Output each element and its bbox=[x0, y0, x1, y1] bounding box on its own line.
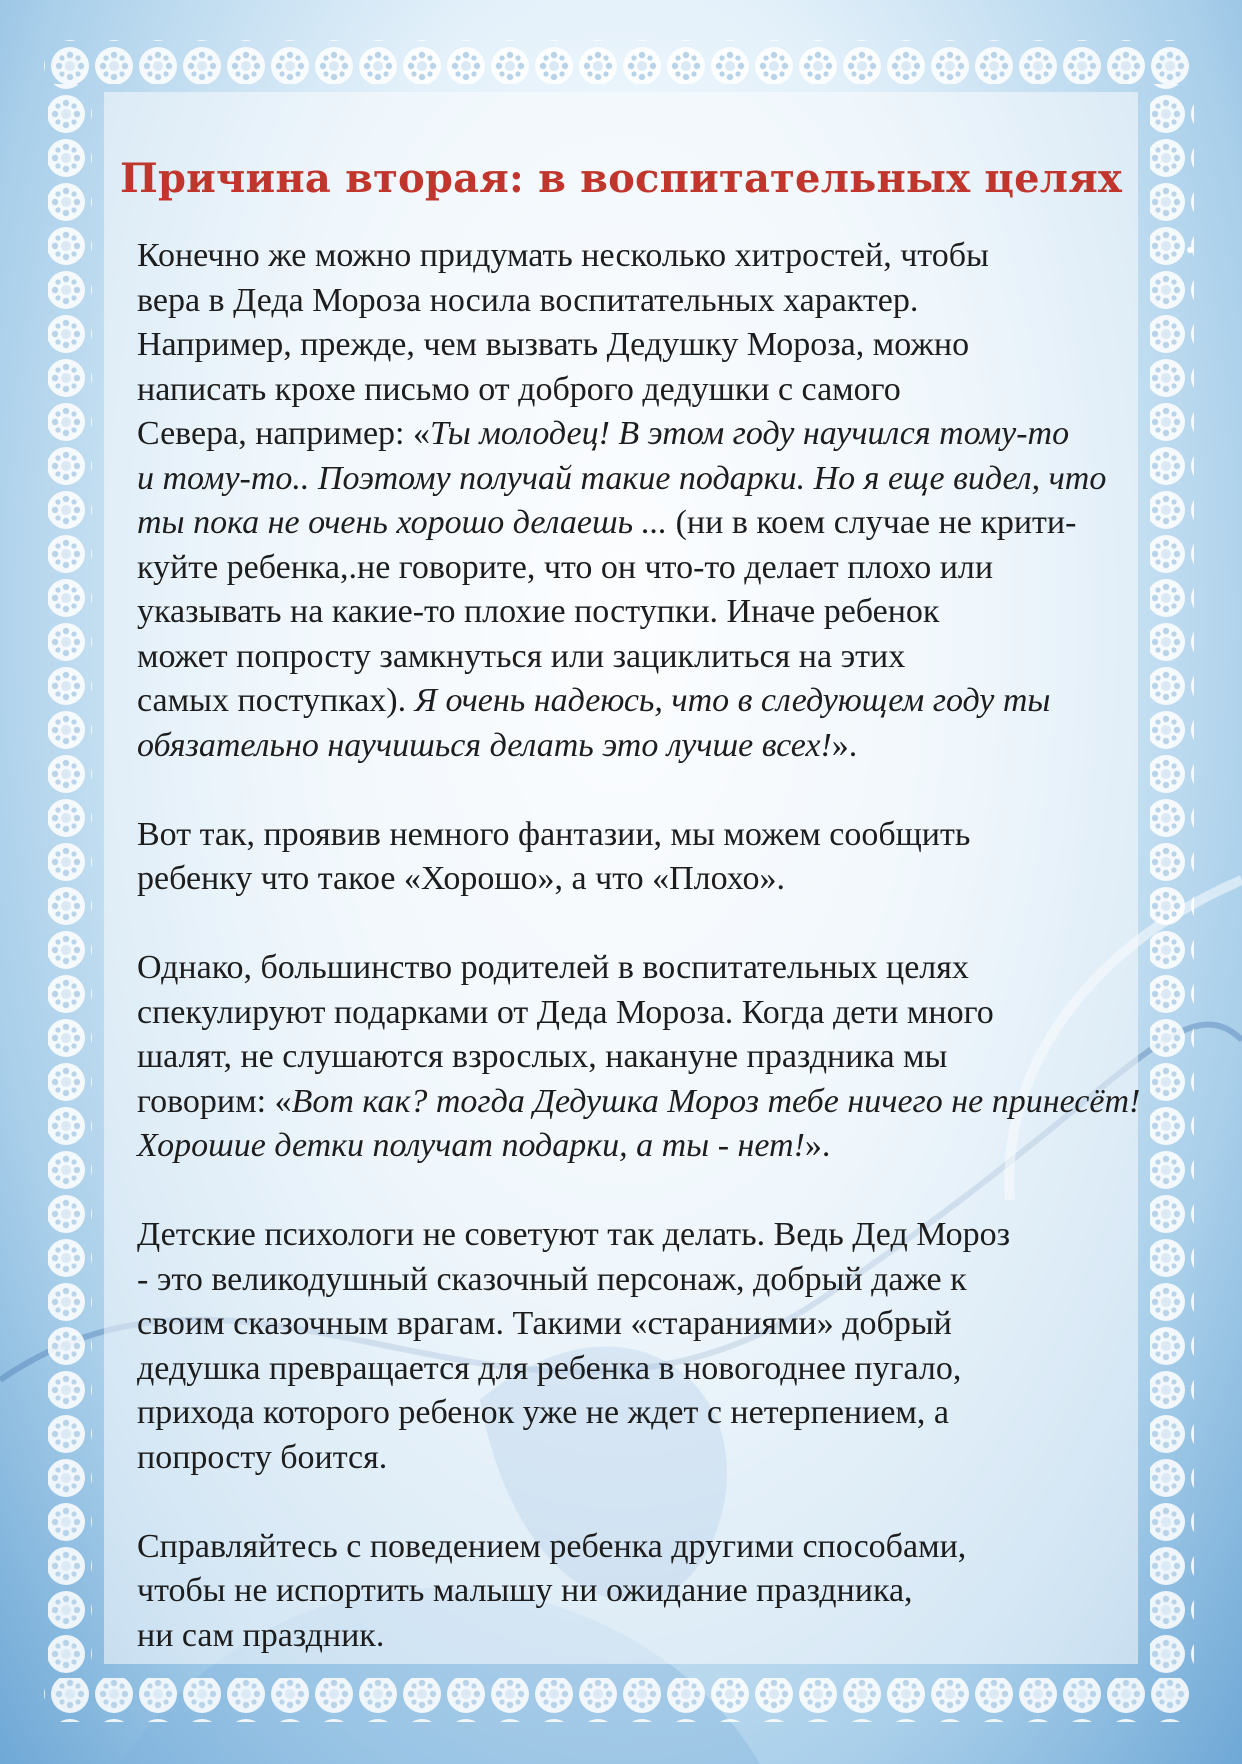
text-line bbox=[137, 457, 1122, 502]
text-run: указывать на какие-то плохие поступки. Иначе ребенок bbox=[137, 593, 940, 630]
text-line bbox=[137, 1302, 1122, 1347]
text-line bbox=[137, 1525, 1122, 1570]
text-line bbox=[137, 1391, 1122, 1436]
paragraph bbox=[137, 813, 1122, 902]
italic-text: Я очень надеюсь, что в следующем году ты bbox=[414, 682, 1051, 719]
italic-text: Ты молодец! В этом году научился тому-то bbox=[430, 415, 1070, 452]
text-line bbox=[137, 412, 1122, 457]
text-run: своим сказочным врагам. Такими «стараниями» добрый bbox=[137, 1305, 952, 1342]
text-run: Вот так, проявив немного фантазии, мы можем сообщить bbox=[137, 815, 971, 853]
text-run: - это великодушный сказочный персонаж, добрый даже к bbox=[137, 1260, 967, 1298]
text-run: спекулируют подарками от Деда Мороза. Когда дети много bbox=[137, 993, 994, 1031]
text-line bbox=[137, 813, 1122, 858]
text-run: ». bbox=[831, 726, 858, 764]
text-line bbox=[137, 857, 1122, 902]
text-run: куйте ребенка,.не говорите, что он что-то делает плохо или bbox=[137, 548, 994, 586]
text-run: Севера, например: « bbox=[137, 415, 431, 452]
text-line bbox=[137, 1614, 1122, 1659]
text-run: Однако, большинство родителей в воспитательных целях bbox=[137, 949, 969, 986]
text-line bbox=[137, 946, 1122, 991]
text-line bbox=[137, 1213, 1122, 1258]
text-line bbox=[137, 991, 1122, 1036]
text-line bbox=[137, 724, 1122, 769]
page-title: Причина вторая: в воспитательных целях bbox=[120, 155, 1122, 202]
paragraph bbox=[137, 1525, 1122, 1659]
text-run: шалят, не слушаются взрослых, накануне праздника мы bbox=[137, 1038, 948, 1075]
text-run: дедушка превращается для ребенка в новогоднее пугало, bbox=[137, 1349, 962, 1387]
text-line bbox=[137, 590, 1122, 635]
text-run: вера в Деда Мороза носила воспитательных характер. bbox=[137, 281, 919, 319]
text-line bbox=[137, 368, 1122, 413]
italic-text: ты пока не очень хорошо делаешь ... bbox=[137, 504, 676, 541]
text-line bbox=[137, 1124, 1122, 1169]
text-line bbox=[137, 501, 1122, 546]
text-run: может попросту замкнуться или зациклиться на этих bbox=[137, 637, 906, 675]
text-run: написать крохе письмо от доброго дедушки с самого bbox=[137, 370, 901, 408]
text-run: (ни в коем случае не крити- bbox=[675, 504, 1077, 541]
text-line bbox=[137, 1035, 1122, 1080]
text-line bbox=[137, 323, 1122, 368]
text-line bbox=[137, 1080, 1141, 1125]
text-line bbox=[137, 1569, 1122, 1614]
text-run: попросту боится. bbox=[137, 1438, 388, 1476]
text-run: ни сам праздник. bbox=[137, 1616, 385, 1654]
paragraph bbox=[137, 234, 1122, 768]
article-body bbox=[137, 234, 1141, 1658]
italic-text: Хорошие детки получат подарки, а ты - нет! bbox=[137, 1127, 805, 1164]
text-run: самых поступках). bbox=[137, 682, 415, 719]
text-run: Детские психологи не советуют так делать. Ведь Дед Мороз bbox=[137, 1216, 1011, 1253]
text-line bbox=[137, 1258, 1122, 1303]
text-run: ». bbox=[804, 1127, 831, 1164]
text-line bbox=[137, 679, 1122, 724]
italic-text: Вот как? тогда Дедушка Мороз тебе ничего не принесёт! bbox=[291, 1082, 1141, 1120]
italic-text: и тому-то.. Поэтому получай такие подарки. Но я еще видел, что bbox=[137, 459, 1107, 497]
text-line bbox=[137, 635, 1122, 680]
text-run: прихода которого ребенок уже не ждет с нетерпением, а bbox=[137, 1394, 950, 1431]
text-line bbox=[137, 234, 1122, 279]
text-run: ребенку что такое «Хорошо», а что «Плохо». bbox=[137, 860, 786, 897]
text-run: Конечно же можно придумать несколько хитростей, чтобы bbox=[137, 237, 989, 274]
paragraph bbox=[137, 1213, 1122, 1480]
text-run: говорим: « bbox=[137, 1082, 292, 1120]
text-line bbox=[137, 1347, 1122, 1392]
text-run: Например, прежде, чем вызвать Дедушку Мороза, можно bbox=[137, 326, 970, 363]
text-line bbox=[137, 279, 1122, 324]
text-run: Справляйтесь с поведением ребенка другими способами, bbox=[137, 1527, 967, 1565]
text-line bbox=[137, 546, 1122, 591]
text-line bbox=[137, 1436, 1122, 1481]
paragraph bbox=[137, 946, 1141, 1169]
text-run: чтобы не испортить малышу ни ожидание праздника, bbox=[137, 1572, 913, 1609]
italic-text: обязательно научишься делать это лучше всех! bbox=[137, 726, 832, 764]
